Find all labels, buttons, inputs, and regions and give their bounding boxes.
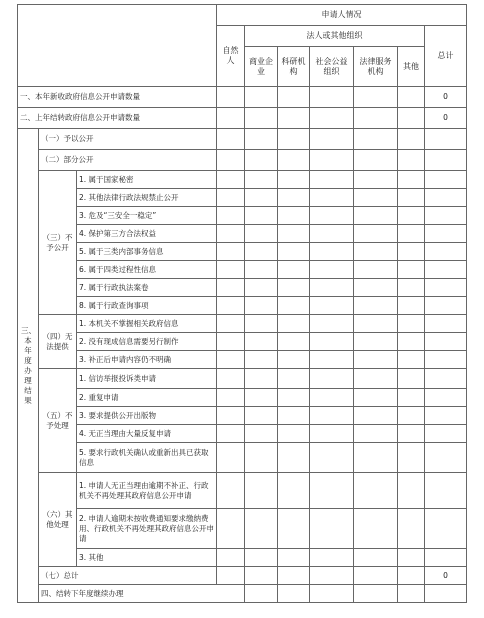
- header-total: 总计: [425, 26, 467, 87]
- header-blank-cell: [18, 5, 217, 87]
- info-disclosure-table: [17, 4, 467, 603]
- item-internal-affairs: 5. 属于三类内部事务信息: [77, 243, 217, 261]
- item-repeat-request: 2. 重复申请: [77, 389, 217, 407]
- item-three-security: 3. 危及“三安全一稳定”: [77, 207, 217, 225]
- row-carry-forward-label: 四、结转下年度继续办理: [39, 585, 245, 603]
- item-state-secret: 1. 属于国家秘密: [77, 171, 217, 189]
- group-full-disclosure: （一）予以公开: [39, 129, 217, 150]
- item-third-party: 4. 保护第三方合法权益: [77, 225, 217, 243]
- row-new-requests-label: 一、本年新收政府信息公开申请数量: [18, 87, 217, 108]
- header-natural-person: 自然人: [217, 26, 245, 87]
- item-publications: 3. 要求提供公开出版物: [77, 407, 217, 425]
- item-overdue-correction: 1. 申请人无正当理由逾期不补正、行政机关不再处理其政府信息公开申请: [77, 473, 217, 509]
- header-org-research: 科研机构: [278, 47, 310, 87]
- header-org-legal: 法律服务机构: [354, 47, 398, 87]
- header-org-welfare: 社会公益组织: [310, 47, 354, 87]
- item-unclear-content: 3. 补正后申请内容仍不明确: [77, 351, 217, 369]
- header-org-other: 其他: [398, 47, 425, 87]
- item-process-info: 6. 属于四类过程性信息: [77, 261, 217, 279]
- group-partial-disclosure: （二）部分公开: [39, 150, 217, 171]
- item-overdue-fees: 2. 申请人逾期未按收费通知要求缴纳费用、行政机关不再处理其政府信息公开申请: [77, 509, 217, 549]
- item-admin-query: 8. 属于行政查询事项: [77, 297, 217, 315]
- item-other: 3. 其他: [77, 549, 217, 567]
- row-carried-requests-label: 二、上年结转政府信息公开申请数量: [18, 108, 217, 129]
- item-enforcement-files: 7. 属于行政执法案卷: [77, 279, 217, 297]
- item-needs-creation: 2. 没有现成信息需要另行制作: [77, 333, 217, 351]
- item-confirm-reissue: 5. 要求行政机关确认或重新出具已获取信息: [77, 443, 217, 473]
- section-results-label: 三、本年度办理结果: [18, 129, 39, 603]
- header-legal-group: 法人或其他组织: [245, 26, 425, 47]
- group-not-processed: （五）不予处理: [39, 369, 77, 473]
- row-carried-requests-total: 0: [425, 108, 467, 129]
- group-other-processing: （六）其他处理: [39, 473, 77, 567]
- item-law-prohibited: 2. 其他法律行政法规禁止公开: [77, 189, 217, 207]
- header-applicant: 申请人情况: [217, 5, 467, 26]
- group-unable-provide: （四）无法提供: [39, 315, 77, 369]
- group-not-disclosed: （三）不予公开: [39, 171, 77, 315]
- group-total-value: 0: [425, 567, 467, 585]
- item-mass-repeat: 4. 无正当理由大量反复申请: [77, 425, 217, 443]
- item-not-held: 1. 本机关不掌握相关政府信息: [77, 315, 217, 333]
- group-total-label: （七）总计: [39, 567, 217, 585]
- header-org-business: 商业企业: [245, 47, 278, 87]
- row-new-requests-total: 0: [425, 87, 467, 108]
- item-petition-complaint: 1. 信访举报投诉类申请: [77, 369, 217, 389]
